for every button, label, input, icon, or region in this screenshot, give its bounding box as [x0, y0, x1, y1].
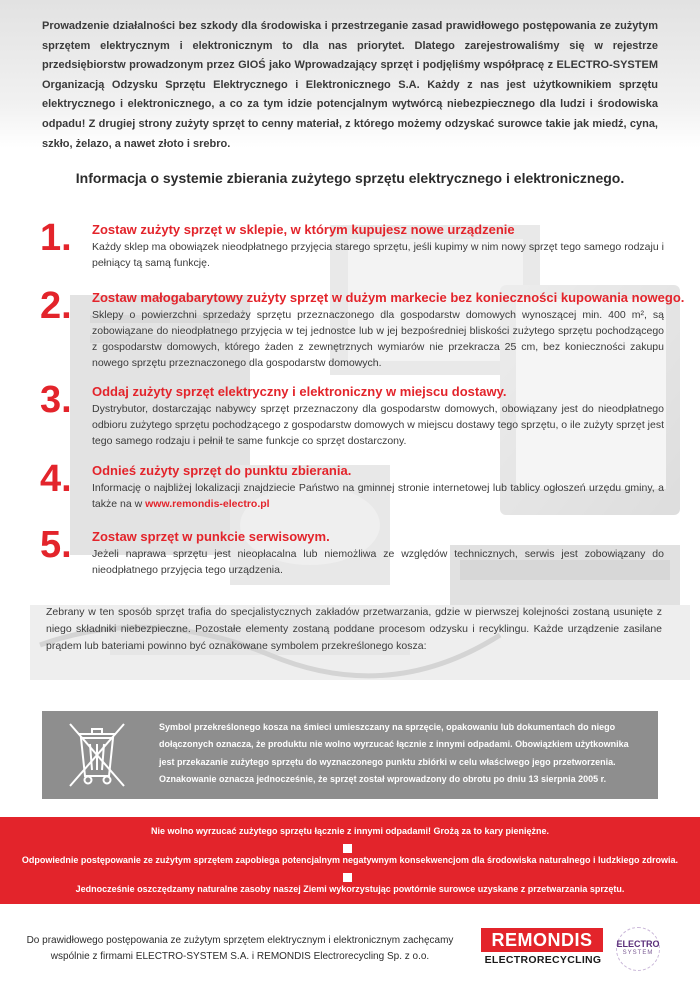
- remondis-logo[interactable]: [481, 928, 605, 968]
- electro-name: ELECTRO: [616, 939, 660, 949]
- step-title: Oddaj zużyty sprzęt elektryczny i elektroniczny w miejscu dostawy.: [92, 384, 507, 399]
- footer-text: Do prawidłowego postępowania ze zużytym sprzętem elektrycznym i elektronicznym zachęcamy wspólnie z firmami ELECTRO-SYSTEM S.A. i REMONDIS Electrorecycling Sp. z o.o.: [26, 935, 454, 962]
- step-title: Zostaw małogabarytowy zużyty sprzęt w dużym markecie bez konieczności kupowania nowego.: [92, 290, 685, 305]
- electro-subtitle: SYSTEM: [622, 950, 654, 956]
- step-text: Jeżeli naprawa sprzętu jest nieopłacalna lub niemożliwa ze względów technicznych, serwis jest zobowiązany do nieodpłatnego przyjęcia tego urządzenia.: [92, 548, 664, 576]
- summary-text: Zebrany w ten sposób sprzęt trafia do specjalistycznych zakładów przetwarzania, gdzie w pierwszej kolejności zostaną usunięte z niego składniki niebezpieczne. Pozostałe elementy zostaną poddane procesom odzysku i recyklingu. Każde urządzenie zasilane prądem lub bateriami powinno być oznakowane symbolem przekreślonego kosza:: [46, 606, 662, 652]
- warning-line: Nie wolno wyrzucać zużytego sprzętu łącznie z innymi odpadami! Grożą za to kary pieniężne.: [150, 826, 550, 836]
- step-text: [92, 480, 664, 512]
- step-number: 3.: [40, 379, 72, 421]
- step-number: 2.: [40, 285, 72, 327]
- step-title: Zostaw zużyty sprzęt w sklepie, w którym kupujesz nowe urządzenie: [92, 222, 515, 237]
- intro-section: [0, 0, 700, 148]
- bullet-square-icon: [343, 844, 352, 853]
- website-link[interactable]: www.remondis-electro.pl: [145, 498, 270, 510]
- intro-text: Prowadzenie działalności bez szkody dla środowiska i przestrzeganie zasad prawidłowego postępowania ze zużytym sprzętem elektrycznym i elektronicznym to dla nas priorytet. Dlatego zarejestrowaliśmy się w rejestrze przedsiębiorstw prowadzonym przez GIOŚ jako Wprowadzający sprzęt i podjęliśmy współpracę z ELECTRO-SYSTEM Organizacją Odzysku Sprzętu Elektrycznego i Elektronicznego S.A. Każdy z nas jest użytkownikiem sprzętu elektrycznego i elektronicznego, a co za tym idzie potencjalnym wytwórcą niebezpiecznego dla ludzi i środowiska odpadu! Z drugiej strony zużyty sprzęt to cenny materiał, z którego możemy odzyskać surowce takie jak miedź, cyna, szkło, żelazo, a nawet złoto i srebro.: [42, 20, 658, 150]
- symbol-info-box: [42, 711, 658, 799]
- step-number: 1.: [40, 217, 72, 259]
- step-title: Odnieś zużyty sprzęt do punktu zbierania.: [92, 463, 352, 478]
- warning-band: [0, 817, 700, 904]
- symbol-description: Symbol przekreślonego kosza na śmieci umieszczany na sprzęcie, opakowaniu lub dokumentach do niego dołączonych oznacza, że produktu nie wolno wyrzucać łącznie z innymi odpadami. Obowiązkiem użytkownika jest przekazanie zużytego sprzętu do wyznaczonego punktu zbiórki w celu właściwego jego przetworzenia. Oznakowanie oznacza jednocześnie, że sprzęt został wprowadzony do obrotu po dniu 13 sierpnia 2005 r.: [159, 722, 629, 785]
- bullet-square-icon: [343, 873, 352, 882]
- step-text: Sklepy o powierzchni sprzedaży sprzętu przeznaczonego dla gospodarstw domowych wynoszącej min. 400 m², są zobowiązane do nieodpłatnego przyjęcia w tej jednostce lub w jej bezpośredniej bliskości zużytego sprzętu pochodzącego z gospodarstw domowych, którego żaden z zewnętrznych wymiarów nie przekracza 25 cm, bez konieczności zakupu nowego sprzętu przeznaczonego dla gospodarstw domowych.: [92, 309, 664, 369]
- step-text-body: Informację o najbliżej lokalizacji znajdziecie Państwo na gminnej stronie internetowej lub tablicy ogłoszeń urzędu gminy, a także na w: [92, 482, 664, 510]
- info-heading: Informacja o systemie zbierania zużytego sprzętu elektrycznego i elektronicznego.: [75, 170, 625, 186]
- remondis-name: REMONDIS: [481, 928, 603, 952]
- warning-line: Odpowiednie postępowanie ze zużytym sprzętem zapobiega potencjalnym negatywnym konsekwencjom dla środowiska naturalnego i ludzkiego zdrowia.: [21, 855, 679, 865]
- logo-ring-icon: [616, 927, 660, 971]
- step-number: 5.: [40, 524, 72, 566]
- warning-line: Jednocześnie oszczędzamy naturalne zasoby naszej Ziemi wykorzystując powtórnie surowce uzyskane z przetwarzania sprzętu.: [75, 884, 625, 894]
- crossed-out-wheelie-bin-icon: [64, 720, 130, 790]
- electro-system-logo[interactable]: [612, 925, 664, 973]
- step-text: Dystrybutor, dostarczając nabywcy sprzęt przeznaczony dla gospodarstw domowych, obowiązany jest do nieodpłatnego odbioru zużytego sprzętu pochodzącego z gospodarstw domowych w miejscu dostawy tego sprzętu, o ile zużyty sprzęt jest tego samego rodzaju i pełnił te same funkcje co sprzęt dostarczony.: [92, 403, 664, 447]
- step-number: 4.: [40, 458, 72, 500]
- step-text: Każdy sklep ma obowiązek nieodpłatnego przyjęcia starego sprzętu, jeśli kupimy w nim nowy sprzęt tego samego rodzaju i pełniący tą samą funkcję.: [92, 241, 664, 269]
- remondis-subtitle: ELECTRORECYCLING: [484, 954, 602, 966]
- step-title: Zostaw sprzęt w punkcie serwisowym.: [92, 529, 330, 544]
